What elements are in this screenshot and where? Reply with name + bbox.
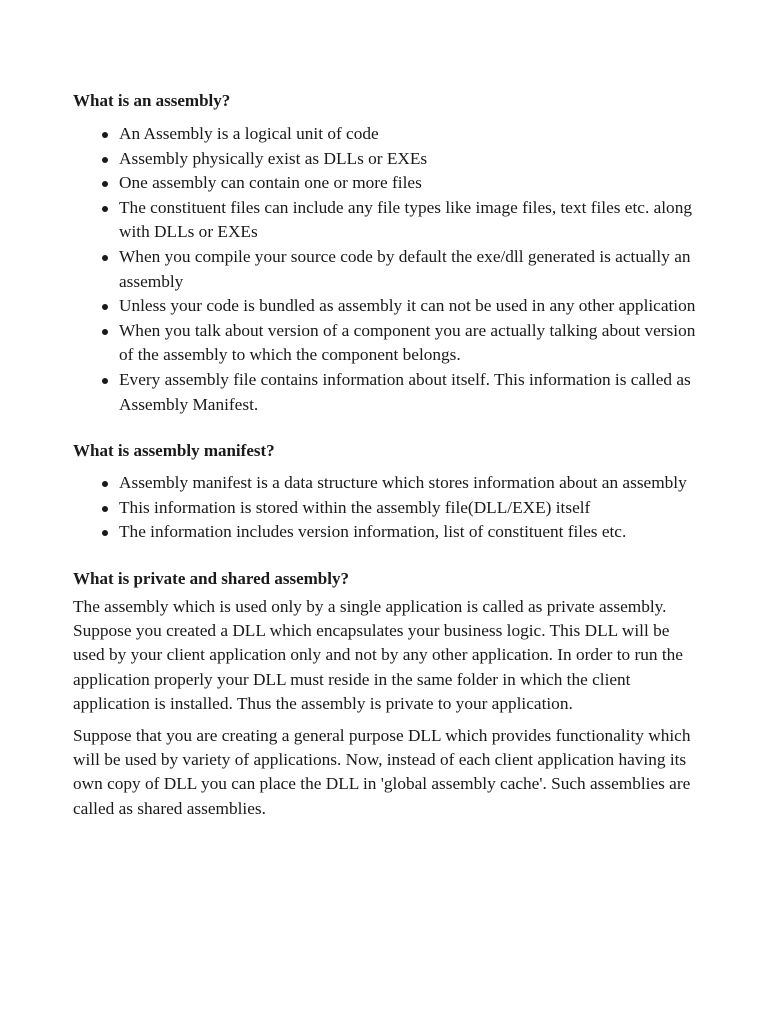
list-item: [73, 520, 703, 545]
list-item: [73, 319, 703, 368]
bullet-icon: [102, 132, 108, 138]
manifest-bullet-list: [73, 471, 703, 545]
list-item-text: When you compile your source code by default the exe/dll generated is actually an assembly: [119, 246, 691, 291]
section-heading-assembly-manifest: What is assembly manifest?: [73, 441, 275, 461]
list-item: [73, 245, 703, 294]
section-heading-what-is-assembly: What is an assembly?: [73, 91, 231, 110]
list-item-text: Every assembly file contains information about itself. This information is called as Assembly Manifest.: [119, 369, 691, 414]
list-item: [73, 147, 703, 172]
bullet-icon: [102, 304, 108, 310]
list-item-text: Assembly physically exist as DLLs or EXEs: [119, 148, 428, 168]
list-item-text: When you talk about version of a component you are actually talking about version of the assembly to which the component belongs.: [119, 320, 696, 365]
section-heading-private-shared-assembly: What is private and shared assembly?: [73, 568, 349, 588]
bullet-icon: [102, 481, 108, 487]
list-item: [73, 122, 703, 147]
list-item-text: One assembly can contain one or more files: [119, 173, 422, 193]
list-item-text: The information includes version information, list of constituent files etc.: [119, 522, 627, 542]
document-page: [73, 86, 703, 821]
list-item-text: Assembly manifest is a data structure which stores information about an assembly: [119, 473, 687, 493]
list-item: [73, 368, 703, 417]
bullet-icon: [102, 378, 108, 384]
list-item-text: An Assembly is a logical unit of code: [119, 124, 379, 143]
paragraph-shared-assembly: Suppose that you are creating a general purpose DLL which provides functionality which will be used by variety of applications. Now, instead of each client application having its own copy of DLL you can place the DLL in 'global assembly cache'. Such assemblies are called as shared assemblies.: [73, 725, 691, 818]
assembly-bullet-list: [73, 122, 703, 417]
bullet-icon: [102, 206, 108, 212]
bullet-icon: [102, 157, 108, 163]
list-item-text: The constituent files can include any file types like image files, text files etc. along with DLLs or EXEs: [119, 197, 692, 242]
paragraph-private-assembly: The assembly which is used only by a single application is called as private assembly. Suppose you created a DLL which encapsulates your business logic. This DLL will be used by your client application only and not by any other application. In order to run the application properly your DLL must reside in the same folder in which the client application is installed. Thus the assembly is private to your application.: [73, 596, 683, 713]
list-item: [73, 496, 703, 521]
bullet-icon: [102, 181, 108, 187]
list-item: [73, 196, 703, 245]
list-item: [73, 294, 703, 319]
list-item: [73, 471, 703, 496]
bullet-icon: [102, 329, 108, 335]
bullet-icon: [102, 530, 108, 536]
list-item-text: This information is stored within the assembly file(DLL/EXE) itself: [119, 497, 591, 517]
list-item-text: Unless your code is bundled as assembly it can not be used in any other application: [119, 296, 696, 316]
bullet-icon: [102, 255, 108, 261]
bullet-icon: [102, 506, 108, 512]
list-item: [73, 171, 703, 196]
